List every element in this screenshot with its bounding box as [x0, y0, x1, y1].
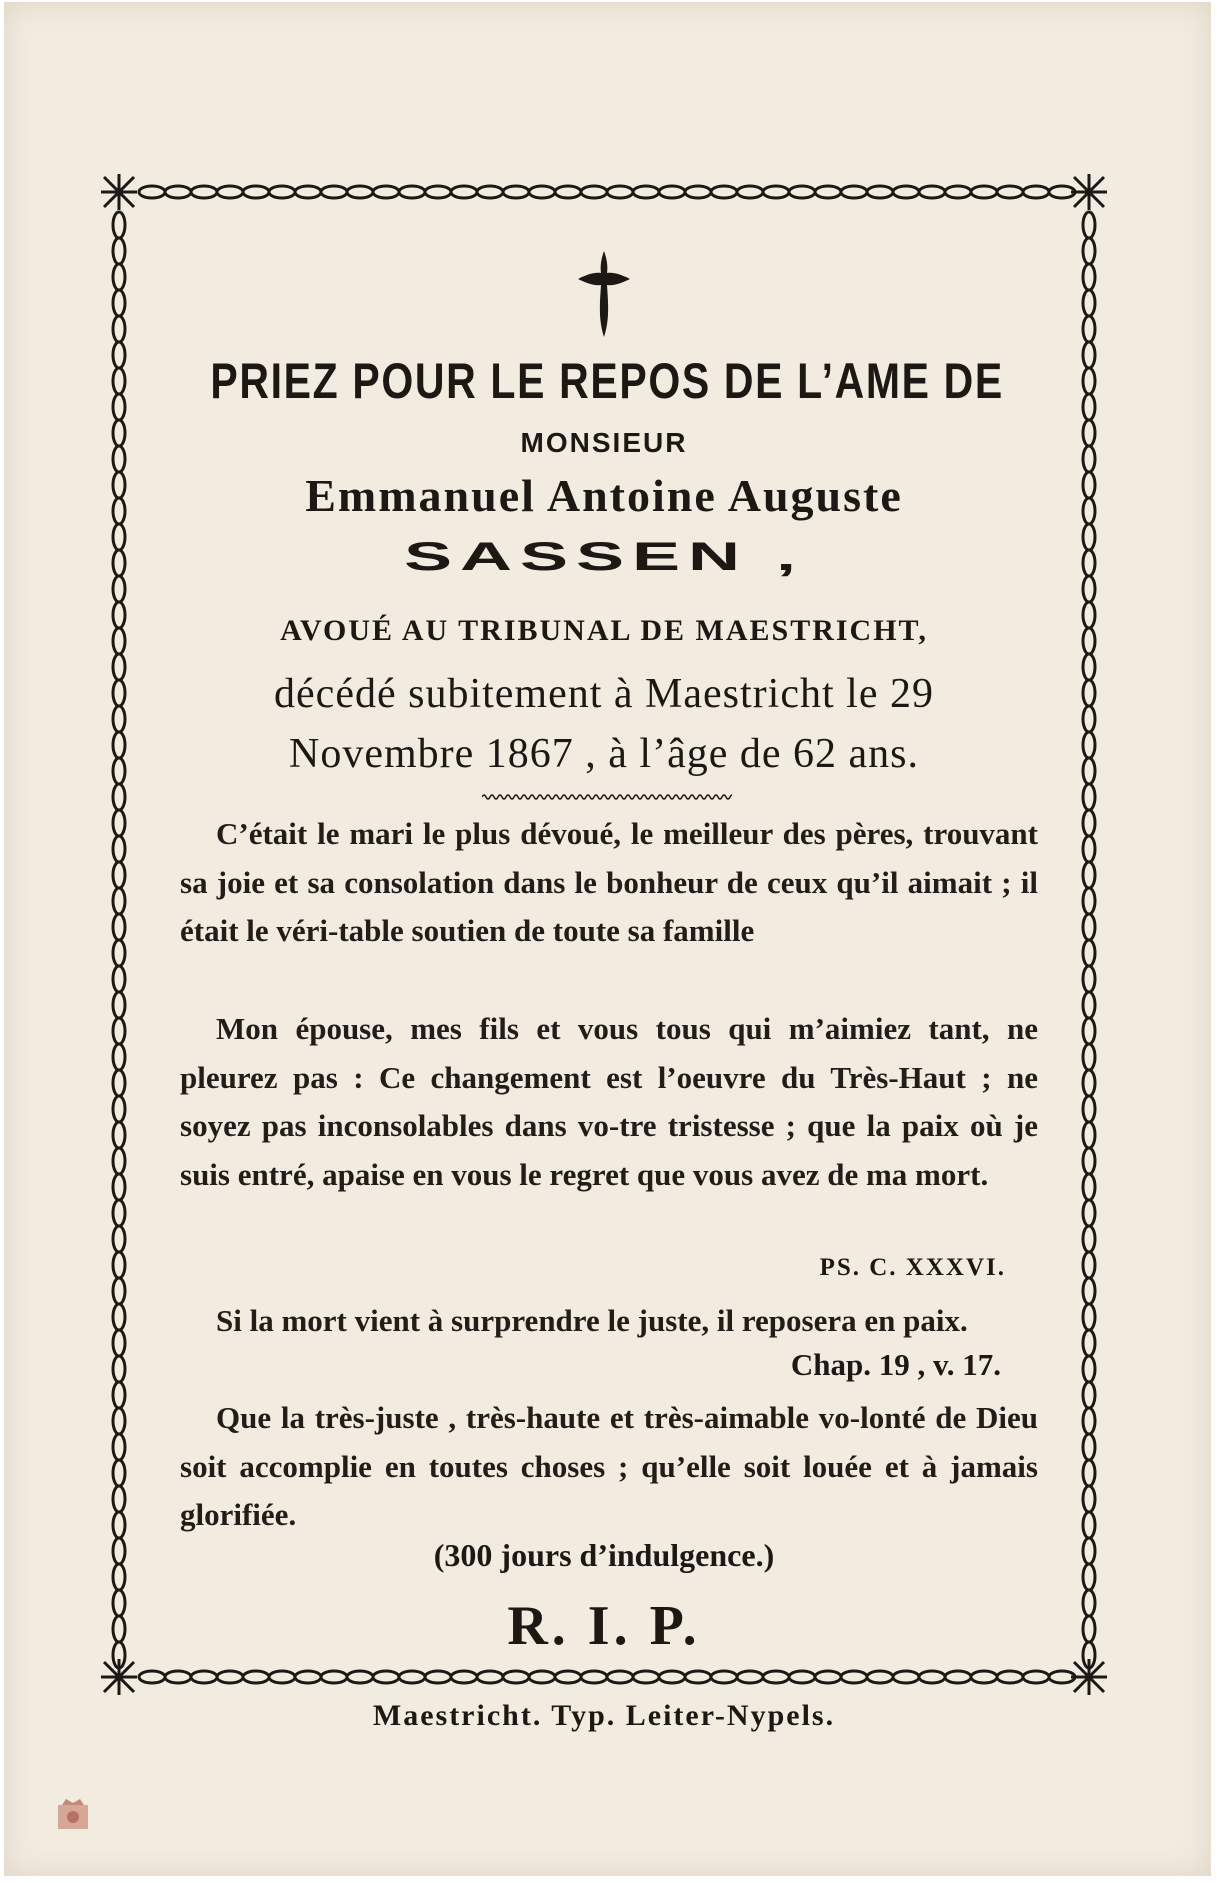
surname: SASSEN ,: [403, 534, 805, 579]
memorial-card: [4, 2, 1211, 1876]
collector-stamp-icon: [54, 1797, 92, 1835]
occupation: AVOUÉ AU TRIBUNAL DE MAESTRICHT,: [280, 614, 928, 647]
paragraph-1: C’était le mari le plus dévoué, le meilleur des pères, trouvant sa joie et sa consolation dans le bonheur de ceux qu’il aimait ; il était le véri-table soutien de toute sa famille: [180, 816, 1038, 948]
rip: R. I. P.: [507, 1595, 701, 1657]
printer-imprint: Maestricht. Typ. Leiter-Nypels.: [372, 1699, 836, 1732]
title-word: MONSIEUR: [520, 427, 688, 458]
reference-chapter: Chap. 19 , v. 17.: [790, 1347, 1001, 1382]
cross-icon: [574, 249, 634, 339]
given-names: Emmanuel Antoine Auguste: [305, 470, 903, 521]
death-line-2: Novembre 1867 , à l’âge de 62 ans.: [289, 731, 919, 777]
paragraph-2: Mon épouse, mes fils et vous tous qui m’aimiez tant, ne pleurez pas : Ce changement est l’oeuvre du Très-Haut ; ne soyez pas inconsolables dans vo-tre tristesse ; que la paix où je suis entré, apaise en vous le regret que vous avez de ma mort.: [180, 1011, 1038, 1192]
paragraph-3: Si la mort vient à surprendre le juste, il reposera en paix.: [216, 1303, 968, 1338]
heading: PRIEZ POUR LE REPOS DE L’AME DE: [210, 353, 1004, 409]
paragraph-4: Que la très-juste , très-haute et très-aimable vo-lonté de Dieu soit accomplie en toutes choses ; qu’elle soit louée et à jamais glorifiée.: [180, 1400, 1038, 1532]
reference-psalm: PS. C. XXXVI.: [819, 1254, 1006, 1281]
indulgence: (300 jours d’indulgence.): [433, 1537, 775, 1573]
death-line-1: décédé subitement à Maestricht le 29: [274, 671, 934, 717]
wavy-divider: [482, 792, 732, 802]
